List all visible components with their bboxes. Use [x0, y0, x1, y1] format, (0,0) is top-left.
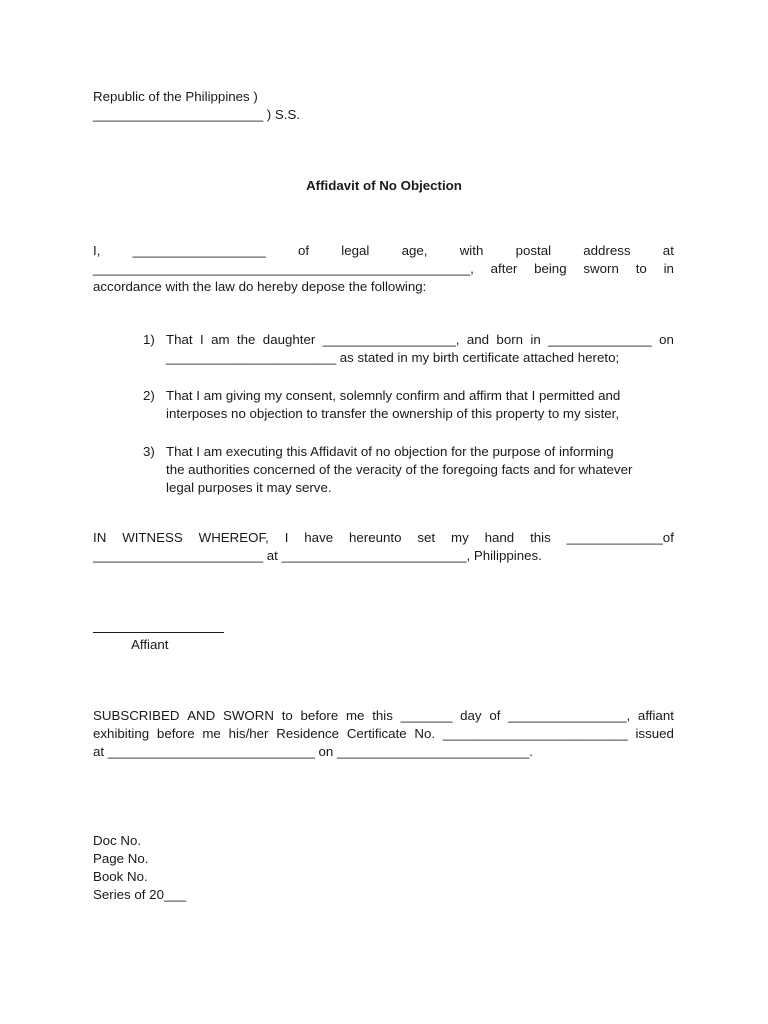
item-1-line-1: [166, 331, 674, 349]
intro-line-1-word: legal: [341, 243, 370, 258]
witness-line-1-word: WHEREOF,: [198, 530, 269, 545]
jurat-line-2: [93, 725, 674, 743]
intro-line-1-word: of: [297, 243, 310, 258]
jurat-line-1: [93, 707, 674, 725]
jurat-line-1-word: _______: [400, 708, 453, 723]
witness-line-1-word: hand: [484, 530, 515, 545]
item-1-line-1-word: daughter: [262, 332, 316, 347]
intro-line-1: [93, 242, 674, 260]
jurat-line-1-word: ________________,: [508, 708, 631, 723]
witness-line-1-word: WITNESS: [122, 530, 183, 545]
intro-line-1-word: age,: [401, 243, 428, 258]
jurat-line-1-word: affiant: [637, 708, 674, 723]
intro-line-1-word: with: [459, 243, 484, 258]
series-of: Series of 20___: [93, 887, 187, 902]
item-1-line-1-word: am: [211, 332, 230, 347]
jurat-line-2-word: me: [202, 726, 221, 741]
item-1-line-1-word: ______________: [548, 332, 652, 347]
intro-line-2-word: in: [663, 261, 674, 276]
witness-line-1-word: _____________of: [566, 530, 674, 545]
item-2-line-1: That I am giving my consent, solemnly confirm and affirm that I permitted and: [166, 388, 621, 403]
witness-line-1-word: have: [304, 530, 334, 545]
witness-line-2: _______________________ at _________________________, Philippines.: [93, 548, 542, 563]
jurat-line-1-word: to: [281, 708, 293, 723]
venue-line-2: _______________________ ) S.S.: [93, 107, 301, 122]
item-2-line-2: interposes no objection to transfer the ownership of this property to my sister,: [166, 406, 620, 421]
venue-line-1: Republic of the Philippines ): [93, 89, 258, 104]
jurat-line-2-word: Residence: [276, 726, 340, 741]
jurat-line-1-word: of: [489, 708, 501, 723]
intro-line-1-word: I,: [93, 243, 101, 258]
jurat-line-2-word: No.: [414, 726, 436, 741]
jurat-line-2-word: _________________________: [442, 726, 628, 741]
witness-line-1-word: my: [451, 530, 469, 545]
jurat-line-1-word: SWORN: [223, 708, 274, 723]
intro-line-2-word: ___________________________________________________,: [93, 261, 474, 276]
jurat-line-1-word: before: [300, 708, 339, 723]
item-1-line-1-word: __________________,: [322, 332, 460, 347]
jurat-line-2-word: his/her: [228, 726, 269, 741]
intro-line-1-word: address: [583, 243, 631, 258]
intro-line-1-word: __________________: [132, 243, 266, 258]
item-3-line-2: the authorities concerned of the veracity of the foregoing facts and for whatever: [166, 462, 633, 477]
item-1-line-1-word: born: [496, 332, 524, 347]
item-1-line-1-word: in: [530, 332, 541, 347]
intro-line-1-word: at: [662, 243, 674, 258]
jurat-line-1-word: AND: [187, 708, 216, 723]
jurat-line-1-word: day: [460, 708, 482, 723]
item-1-line-1-word: and: [466, 332, 490, 347]
witness-line-1-word: hereunto: [349, 530, 402, 545]
jurat-line-1-word: me: [345, 708, 365, 723]
intro-line-2-word: being: [534, 261, 567, 276]
signature-line: [93, 632, 224, 633]
item-1-line-1-word: on: [659, 332, 674, 347]
item-2-number: 2): [143, 388, 155, 403]
intro-line-2-word: to: [635, 261, 647, 276]
jurat-line-2-word: exhibiting: [93, 726, 150, 741]
item-3-line-1: That I am executing this Affidavit of no objection for the purpose of informing: [166, 444, 614, 459]
item-1-line-1-word: That: [166, 332, 193, 347]
witness-line-1-word: I: [284, 530, 289, 545]
page-no: Page No.: [93, 851, 149, 866]
intro-line-2-word: after: [490, 261, 518, 276]
doc-no: Doc No.: [93, 833, 142, 848]
witness-line-1-word: set: [417, 530, 436, 545]
intro-line-2-word: sworn: [583, 261, 619, 276]
jurat-line-2-word: Certificate: [346, 726, 407, 741]
item-1-number: 1): [143, 332, 155, 347]
witness-line-1-word: IN: [93, 530, 107, 545]
item-3-line-3: legal purposes it may serve.: [166, 480, 332, 495]
intro-line-2: [93, 260, 674, 278]
book-no: Book No.: [93, 869, 148, 884]
intro-line-3: accordance with the law do hereby depose the following:: [93, 279, 427, 294]
witness-line-1-word: this: [530, 530, 551, 545]
item-1-line-2: _______________________ as stated in my birth certificate attached hereto;: [166, 350, 620, 365]
jurat-line-1-word: SUBSCRIBED: [93, 708, 180, 723]
witness-line-1: [93, 529, 674, 547]
item-1-line-1-word: I: [199, 332, 204, 347]
jurat-line-2-word: issued: [635, 726, 674, 741]
jurat-line-3: at ____________________________ on __________________________.: [93, 744, 533, 759]
affiant-label: Affiant: [131, 637, 169, 652]
intro-line-1-word: postal: [515, 243, 552, 258]
item-3-number: 3): [143, 444, 155, 459]
jurat-line-2-word: before: [156, 726, 195, 741]
document-title: Affidavit of No Objection: [306, 178, 462, 193]
item-1-line-1-word: the: [236, 332, 256, 347]
jurat-line-1-word: this: [372, 708, 393, 723]
